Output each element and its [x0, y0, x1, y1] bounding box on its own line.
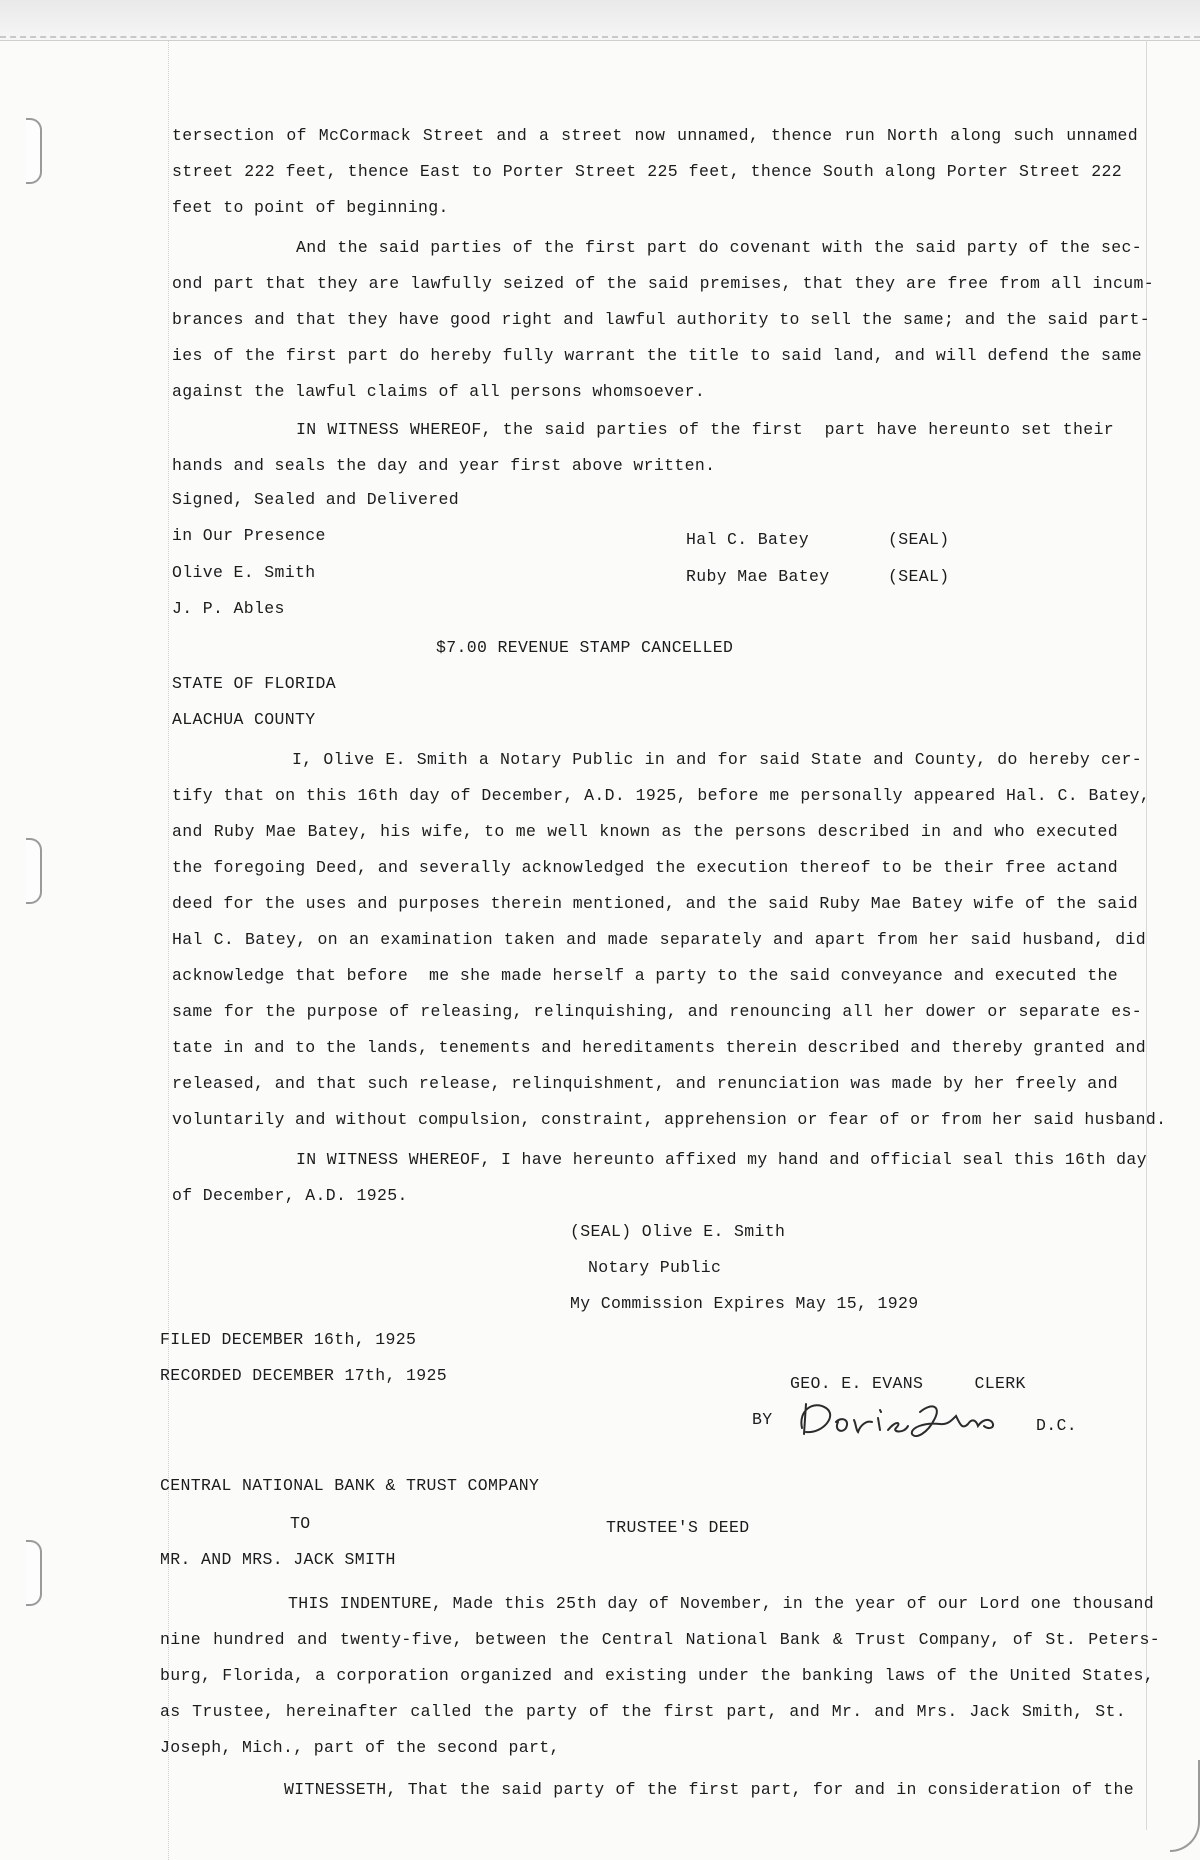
- by-label: BY: [752, 1410, 773, 1429]
- deed-text-line: tersection of McCormack Street and a street now unnamed, thence run North along such unnamed: [172, 126, 1138, 145]
- acknowledgment-text-line: and Ruby Mae Batey, his wife, to me well known as the persons described in and who executed: [172, 822, 1118, 841]
- acknowledgment-text-line: the foregoing Deed, and severally acknowledged the execution thereof to be their free actand: [172, 858, 1118, 877]
- acknowledgment-text-line: acknowledge that before me she made herself a party to the said conveyance and executed the: [172, 966, 1118, 985]
- acknowledgment-text-line: I, Olive E. Smith a Notary Public in and for said State and County, do hereby cer-: [292, 750, 1142, 769]
- handwritten-signature-icon: [792, 1390, 1012, 1450]
- deed2-text-line: Joseph, Mich., part of the second part,: [160, 1738, 560, 1757]
- scan-top-band: [0, 0, 1200, 41]
- deed2-text-line: nine hundred and twenty-five, between the Central National Bank & Trust Company, of St. Peters-: [160, 1630, 1160, 1649]
- signed-sealed-label: Signed, Sealed and Delivered: [172, 490, 460, 509]
- acknowledgment-text-line: tify that on this 16th day of December, A.D. 1925, before me personally appeared Hal. C. Batey,: [172, 786, 1150, 805]
- state-heading: STATE OF FLORIDA: [172, 674, 337, 693]
- grantor-name: Hal C. Batey: [686, 530, 810, 549]
- county-heading: ALACHUA COUNTY: [172, 710, 316, 729]
- binder-hole-icon: [26, 838, 42, 904]
- deputy-clerk-label: D.C.: [1036, 1416, 1078, 1435]
- deed2-text-line: burg, Florida, a corporation organized and existing under the banking laws of the United States,: [160, 1666, 1154, 1685]
- deed-text-line: brances and that they have good right and lawful authority to sell the same; and the said part-: [172, 310, 1150, 329]
- witness-name: Olive E. Smith: [172, 563, 316, 582]
- grantor-seal: (SEAL): [888, 530, 950, 549]
- deed-text-line: hands and seals the day and year first above written.: [172, 456, 716, 475]
- acknowledgment-text-line: released, and that such release, relinquishment, and renunciation was made by her freely and: [172, 1074, 1118, 1093]
- deed2-text-line: as Trustee, hereinafter called the party of the first part, and Mr. and Mrs. Jack Smith, St.: [160, 1702, 1126, 1721]
- deed-text-line: IN WITNESS WHEREOF, the said parties of the first part have hereunto set their: [296, 420, 1114, 439]
- deed2-grantor: CENTRAL NATIONAL BANK & TRUST COMPANY: [160, 1476, 540, 1495]
- acknowledgment-text-line: of December, A.D. 1925.: [172, 1186, 408, 1205]
- right-margin-rule: [1146, 40, 1147, 1830]
- filed-date: FILED DECEMBER 16th, 1925: [160, 1330, 417, 1349]
- deed-text-line: ond part that they are lawfully seized of the said premises, that they are free from all incum-: [172, 274, 1154, 293]
- acknowledgment-text-line: deed for the uses and purposes therein mentioned, and the said Ruby Mae Batey wife of the said: [172, 894, 1138, 913]
- deed-text-line: ies of the first part do hereby fully warrant the title to said land, and will defend the same: [172, 346, 1142, 365]
- acknowledgment-text-line: same for the purpose of releasing, relinquishing, and renouncing all her dower or separate es-: [172, 1002, 1142, 1021]
- deed-text-line: against the lawful claims of all persons whomsoever.: [172, 382, 706, 401]
- notary-seal-line: (SEAL) Olive E. Smith: [570, 1222, 786, 1241]
- acknowledgment-text-line: tate in and to the lands, tenements and hereditaments therein described and thereby granted and: [172, 1038, 1146, 1057]
- binder-hole-icon: [26, 1540, 42, 1606]
- deed2-grantee: MR. AND MRS. JACK SMITH: [160, 1550, 396, 1569]
- acknowledgment-text-line: IN WITNESS WHEREOF, I have hereunto affixed my hand and official seal this 16th day: [296, 1150, 1147, 1169]
- deed2-to-label: TO: [290, 1514, 311, 1533]
- witness-name: J. P. Ables: [172, 599, 285, 618]
- revenue-stamp-note: $7.00 REVENUE STAMP CANCELLED: [436, 638, 734, 657]
- deed2-type: TRUSTEE'S DEED: [606, 1518, 750, 1537]
- grantor-name: Ruby Mae Batey: [686, 567, 830, 586]
- clerk-signature: [792, 1390, 1012, 1450]
- deed2-text-line: WITNESSETH, That the said party of the first part, for and in consideration of the: [284, 1780, 1134, 1799]
- notary-title: Notary Public: [588, 1258, 722, 1277]
- grantor-seal: (SEAL): [888, 567, 950, 586]
- binder-hole-icon: [26, 118, 42, 184]
- deed-text-line: feet to point of beginning.: [172, 198, 449, 217]
- deed-text-line: And the said parties of the first part do covenant with the said party of the sec-: [296, 238, 1142, 257]
- recorded-date: RECORDED DECEMBER 17th, 1925: [160, 1366, 448, 1385]
- acknowledgment-text-line: voluntarily and without compulsion, constraint, apprehension or fear of or from her said husband.: [172, 1110, 1167, 1129]
- presence-label: in Our Presence: [172, 526, 326, 545]
- deed2-text-line: THIS INDENTURE, Made this 25th day of November, in the year of our Lord one thousand: [288, 1594, 1154, 1613]
- page-curl-mark: [1170, 1760, 1200, 1852]
- deed-text-line: street 222 feet, thence East to Porter Street 225 feet, thence South along Porter Street 222: [172, 162, 1122, 181]
- left-margin-rule: [168, 40, 169, 1860]
- clerk-line: GEO. E. EVANS CLERK: [790, 1374, 1026, 1393]
- commission-expiry: My Commission Expires May 15, 1929: [570, 1294, 919, 1313]
- acknowledgment-text-line: Hal C. Batey, on an examination taken and made separately and apart from her said husband, did: [172, 930, 1146, 949]
